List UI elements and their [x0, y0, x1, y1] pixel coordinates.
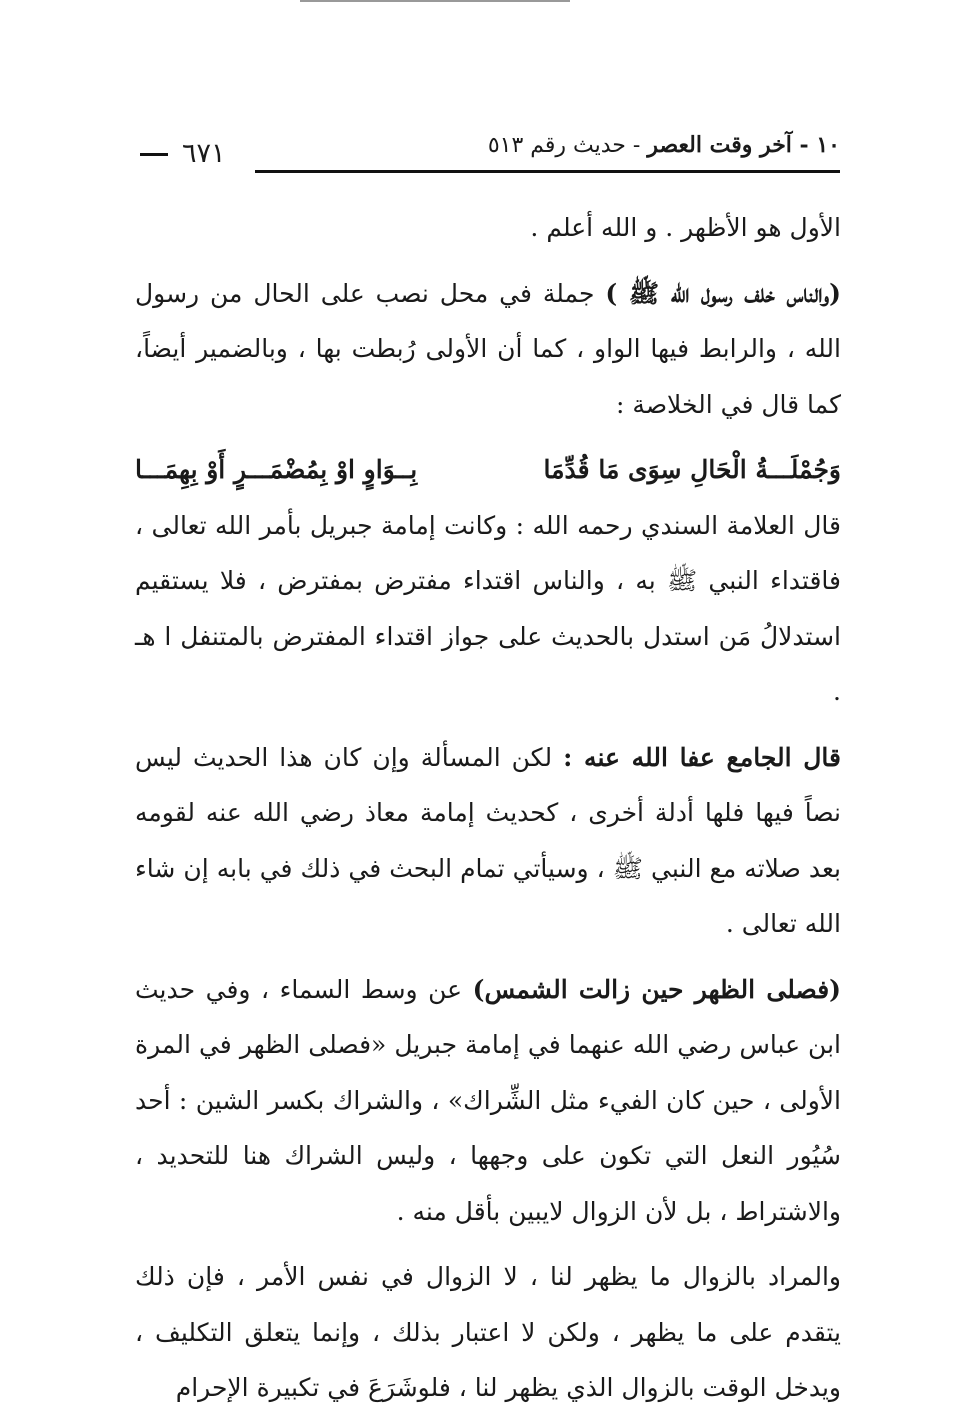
page-number-text: ٦٧١: [182, 138, 226, 169]
verse: [135, 442, 841, 498]
paragraph-3: [135, 498, 841, 720]
paragraph-6-text: والمراد بالزوال ما يظهر لنا ، لا الزوال في نفس الأمر ، فإن ذلك يتقدم على ما يظهر ، ولكن لا اعتبار بذلك ، وإنما يتعلق التكليف ، ويدخل الوقت بالزوال الذي يظهر لنا ، فلوشَرَعَ في تكبيرة الإحرام: [135, 1262, 841, 1402]
paragraph-4-text: لكن المسألة وإن كان هذا الحديث ليس نصاً فيها فلها أدلة أخرى ، كحديث إمامة معاذ رضي الله عنه لقومه بعد صلاته مع النبي ﷺ ، وسيأتي تمام البحث في ذلك في بابه إن شاء الله تعالى .: [135, 742, 841, 938]
paragraph-2-text: جملة في محل نصب على الحال من رسول الله ، والرابط فيها الواو ، كما أن الأولى رُبطت بها ، وبالضمير أيضاً، كما قال في الخلاصة :: [135, 278, 841, 419]
paragraph-2-lemma: (والناس خلف رسول الله ﷺ ): [605, 278, 841, 308]
paragraph-1-text: الأول هو الأظهر . و الله أعلم .: [530, 213, 841, 242]
paragraph-2: [135, 266, 841, 433]
paragraph-5: [135, 962, 841, 1240]
verse-second-hemistich: بِــوَاوٍ اوْ بِمُضْمَـــرٍ أَوْ بِهِمَـــا: [135, 455, 418, 484]
hadith-ref: - حديث رقم ٥١٣: [487, 133, 641, 158]
paragraph-4-lemma: قال الجامع عفا الله عنه :: [563, 742, 841, 772]
paragraph-5-lemma: (فصلى الظهر حين زالت الشمس): [472, 974, 841, 1004]
running-head: [488, 132, 840, 158]
paragraph-3-text: قال العلامة السندي رحمه الله : وكانت إمامة جبريل بأمر الله تعالى ، فاقتداء النبي ﷺ به ، والناس اقتداء مفترض بمفترض ، فلا يستقيم استدلالُ مَن استدل بالحديث على جواز اقتداء المفترض بالمتنفل ا هـ .: [135, 510, 841, 706]
page-number: [140, 138, 250, 169]
body-text: [135, 200, 841, 1416]
chapter-title: ١٠ - آخر وقت العصر: [647, 132, 840, 158]
page-number-dash: [140, 153, 168, 156]
page-header: [140, 130, 840, 180]
top-rule: [300, 0, 570, 2]
header-rule: [255, 170, 840, 173]
paragraph-4: [135, 730, 841, 952]
paragraph-6: [135, 1249, 841, 1416]
paragraph-5-text: عن وسط السماء ، وفي حديث ابن عباس رضي الله عنهما في إمامة جبريل «فصلى الظهر في المرة الأولى ، حين كان الفيء مثل الشِّراك» ، والشراك بكسر الشين : أحد سُيُور النعل التي تكون على وجهها ، وليس الشراك هنا للتحديد ، والاشتراط ، بل لأن الزوال لايبين بأقل منه .: [135, 974, 841, 1226]
paragraph-1: [135, 200, 841, 256]
verse-first-hemistich: وَجُمْلَـــةُ الْحَالِ سِوَى مَا قُدِّمَا: [543, 455, 841, 484]
